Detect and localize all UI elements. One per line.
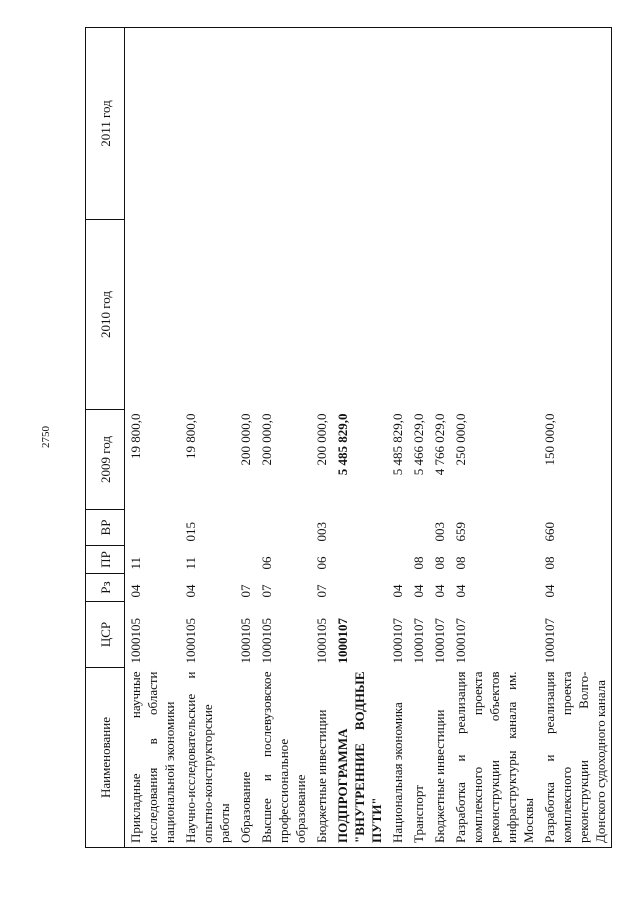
cell-2009: 150 000,0 — [539, 410, 612, 510]
cell-vr: 003 — [432, 522, 447, 542]
cell-name: Разработка и реализация комплексного проекта реконструкции объектов инфраструктуры канала им. Москвы — [450, 668, 539, 848]
header-pr: ПР — [86, 546, 125, 574]
cell-2010 — [332, 220, 387, 410]
cell-csr: 1000107 — [390, 618, 405, 664]
table-row — [539, 28, 612, 848]
cell-pr: 11 — [183, 556, 198, 570]
cell-rz: 04 — [539, 574, 612, 602]
cell-name: Высшее и послевузовское профессиональное образование — [256, 668, 311, 848]
table-row — [235, 28, 256, 848]
cell-pr: 08 — [411, 556, 426, 570]
cell-2009: 200 000,0 — [259, 413, 274, 466]
rotated-page-content — [85, 28, 612, 848]
cell-2010 — [429, 220, 450, 410]
cell-2010 — [539, 220, 612, 410]
header-2011: 2011 год — [86, 28, 125, 220]
cell-rz: 07 — [238, 584, 253, 598]
cell-name: Национальная экономика — [387, 668, 408, 848]
cell-vr: 015 — [183, 522, 198, 542]
cell-2010 — [256, 220, 311, 410]
cell-vr — [408, 510, 429, 546]
cell-2011 — [408, 28, 429, 220]
cell-2009: 19 800,0 — [183, 413, 198, 459]
cell-2011 — [125, 28, 181, 220]
cell-pr: 08 — [453, 556, 468, 570]
table-row — [311, 28, 332, 848]
cell-name: ПОДПРОГРАММА "ВНУТРЕННИЕ ВОДНЫЕ ПУТИ" — [332, 668, 387, 848]
cell-name: Прикладные научные исследования в области национальной экономики — [125, 668, 181, 848]
cell-rz: 04 — [453, 584, 468, 598]
cell-2011 — [539, 28, 612, 220]
cell-name: Бюджетные инвестиции — [429, 668, 450, 848]
cell-vr — [387, 510, 408, 546]
table-header-row — [86, 28, 125, 848]
cell-2009: 19 800,0 — [128, 413, 143, 459]
cell-2010 — [311, 220, 332, 410]
cell-csr: 1000105 — [128, 618, 143, 664]
cell-csr: 1000105 — [238, 618, 253, 664]
cell-rz: 04 — [390, 584, 405, 598]
cell-pr: 11 — [128, 556, 143, 570]
cell-2010 — [235, 220, 256, 410]
cell-2011 — [235, 28, 256, 220]
cell-pr — [332, 546, 387, 574]
cell-vr — [235, 510, 256, 546]
cell-2009: 5 485 829,0 — [390, 413, 405, 476]
cell-2010 — [450, 220, 539, 410]
cell-2009: 200 000,0 — [238, 413, 253, 466]
cell-rz: 07 — [259, 584, 274, 598]
table-row — [408, 28, 429, 848]
cell-2011 — [256, 28, 311, 220]
cell-csr: 1000105 — [183, 618, 198, 664]
cell-csr: 1000107 — [539, 602, 612, 668]
page-number: 2750 — [40, 426, 52, 448]
cell-rz: 04 — [432, 584, 447, 598]
cell-csr: 1000107 — [432, 618, 447, 664]
cell-vr: 659 — [453, 522, 468, 542]
cell-2010 — [408, 220, 429, 410]
header-2009: 2009 год — [86, 410, 125, 510]
table-row — [125, 28, 181, 848]
cell-2009: 4 766 029,0 — [432, 413, 447, 476]
table-row — [429, 28, 450, 848]
header-rz: Рз — [86, 574, 125, 602]
cell-2010 — [125, 220, 181, 410]
header-vr: ВР — [86, 510, 125, 546]
cell-rz: 04 — [128, 584, 143, 598]
cell-2009: 5 485 829,0 — [335, 413, 350, 476]
budget-table — [85, 27, 612, 848]
table-row — [256, 28, 311, 848]
cell-vr: 660 — [539, 510, 612, 546]
cell-2011 — [429, 28, 450, 220]
cell-rz: 04 — [183, 584, 198, 598]
cell-csr: 1000105 — [259, 618, 274, 664]
table-row — [387, 28, 408, 848]
cell-2010 — [180, 220, 235, 410]
header-csr: ЦСР — [86, 602, 125, 668]
cell-name: Бюджетные инвестиции — [311, 668, 332, 848]
header-name: Наименование — [86, 668, 125, 848]
cell-pr — [235, 546, 256, 574]
cell-2011 — [332, 28, 387, 220]
cell-2011 — [311, 28, 332, 220]
cell-vr: 003 — [314, 522, 329, 542]
cell-vr — [332, 510, 387, 546]
cell-rz: 07 — [314, 584, 329, 598]
cell-csr: 1000107 — [411, 618, 426, 664]
cell-csr: 1000107 — [335, 618, 350, 664]
cell-2010 — [387, 220, 408, 410]
cell-csr: 1000105 — [314, 618, 329, 664]
cell-2009: 5 466 029,0 — [411, 413, 426, 476]
table-row — [180, 28, 235, 848]
cell-2009: 250 000,0 — [453, 413, 468, 466]
table-row — [450, 28, 539, 848]
cell-pr: 06 — [314, 556, 329, 570]
cell-vr — [256, 510, 311, 546]
cell-2011 — [387, 28, 408, 220]
cell-name: Разработка и реализация комплексного проекта реконструкции Волго-Донского судоходного канала — [539, 668, 612, 848]
cell-2011 — [450, 28, 539, 220]
cell-pr: 08 — [539, 546, 612, 574]
cell-name: Образование — [235, 668, 256, 848]
cell-rz — [332, 574, 387, 602]
cell-vr — [125, 510, 181, 546]
cell-pr — [387, 546, 408, 574]
cell-name: Научно-исследовательские и опытно-конструкторские работы — [180, 668, 235, 848]
cell-2011 — [180, 28, 235, 220]
cell-name: Транспорт — [408, 668, 429, 848]
cell-csr: 1000107 — [453, 618, 468, 664]
cell-2009: 200 000,0 — [314, 413, 329, 466]
cell-pr: 06 — [259, 556, 274, 570]
cell-pr: 08 — [432, 556, 447, 570]
header-2010: 2010 год — [86, 220, 125, 410]
cell-rz: 04 — [411, 584, 426, 598]
table-row-subprogram — [332, 28, 387, 848]
